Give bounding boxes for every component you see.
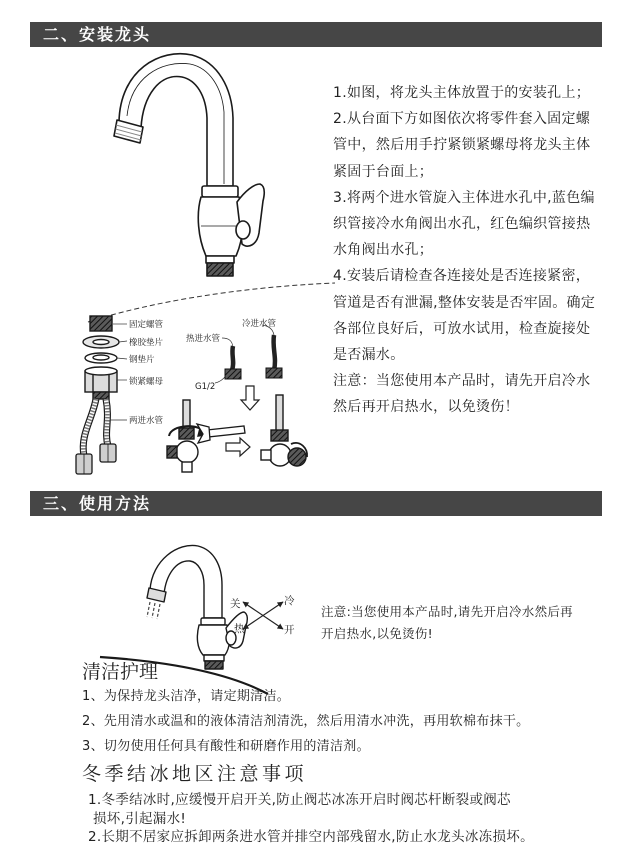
install-step-2-cont: 紧固于台面上； [333, 163, 434, 180]
label-hot: 热 [234, 623, 245, 635]
winter-item-1: 1.冬季结冰时,应缓慢开启开关,防止阀芯冰冻开启时阀芯杆断裂或阀芯 [88, 792, 511, 808]
usage-note-line: 开启热水,以免烫伤! [321, 626, 433, 641]
faucet-spout [119, 54, 233, 186]
countertop-outline [88, 283, 335, 322]
winter-item-1-cont: 损坏,引起漏水! [93, 810, 187, 827]
faucet-base-ring [206, 256, 234, 263]
label-off: 关 [230, 598, 241, 610]
valve-wheel [288, 448, 306, 466]
faucet-spout [150, 545, 222, 618]
faucet-base-ring [204, 655, 224, 661]
faucet-base-thread [205, 661, 223, 669]
angle-valve-before [167, 400, 206, 472]
section-header-usage [30, 491, 602, 516]
installation-diagram [55, 50, 340, 490]
angle-valve-after [261, 395, 307, 466]
install-step-4-cont: 是否漏水。 [333, 347, 405, 364]
install-note: 注意：当您使用本产品时，请先开启冷水 [333, 373, 591, 390]
section-title-usage: 三、使用方法 [43, 494, 152, 513]
cleaning-item: 2、先用清水或温和的液体清洁剂清洗，然后用清水冲洗，再用软棉布抹干。 [82, 714, 530, 729]
thread-connector [93, 392, 109, 399]
rubber-gasket [83, 336, 119, 348]
water-stream [147, 602, 160, 619]
winter-item-2: 2.长期不居家应拆卸两条进水管并排空内部残留水,防止水龙头冰冻损坏。 [88, 829, 534, 845]
faucet-base-thread [207, 263, 233, 276]
install-step-3-cont: 织管接冷水角阀出水孔，红色编织管接热 [333, 216, 591, 233]
install-step-1: 1.如图，将龙头主体放置于的安装孔上； [333, 85, 591, 101]
label-fixing-tube: 固定螺管 [129, 320, 164, 330]
install-step-4-cont: 管道是否有泄漏,整体安装是否牢固。确定 [333, 294, 596, 311]
arrow-down-icon [241, 386, 259, 410]
arrow-right-icon [226, 438, 250, 456]
label-hot-inlet-hose: 热进水管 [186, 334, 221, 344]
winter-heading: 冬季结冰地区注意事项 [82, 763, 308, 785]
install-step-4-cont: 各部位良好后，可放水试用，检查旋接处 [333, 320, 591, 337]
install-step-2: 2.从台面下方如图依次将零件套入固定螺 [333, 111, 591, 128]
label-thread-size: G1/2 [195, 382, 216, 392]
wrench-icon [197, 424, 245, 443]
install-step-2-cont: 管中，然后用手拧紧锁紧螺母将龙头主体 [333, 137, 591, 154]
mounting-parts [83, 316, 119, 399]
handle-direction-arrows [243, 602, 283, 629]
winter-list [88, 791, 534, 847]
cleaning-list [82, 684, 529, 759]
installation-steps [333, 80, 595, 421]
faucet-collar [201, 618, 225, 625]
usage-note-line: 注意:当您使用本产品时,请先开启冷水然后再 [321, 604, 573, 619]
label-cold-inlet-hose: 冷进水管 [242, 319, 277, 329]
label-steel-gasket: 钢垫片 [129, 355, 155, 365]
steel-gasket [85, 353, 117, 363]
inlet-hoses [76, 399, 116, 474]
cold-inlet-hose [266, 335, 282, 378]
lock-nut [85, 367, 117, 392]
cleaning-heading: 清洁护理 [82, 661, 159, 683]
cleaning-item: 3、切勿使用任何具有酸性和研磨作用的清洁剂。 [82, 739, 370, 754]
cleaning-item: 1、为保持龙头洁净，请定期清洁。 [82, 689, 291, 704]
label-lock-nut: 锁紧螺母 [129, 377, 164, 387]
faucet-collar [202, 186, 238, 197]
usage-note [321, 601, 573, 645]
install-step-4: 4.安装后请检查各连接处是否连接紧密， [333, 268, 591, 285]
label-rubber-gasket: 橡胶垫片 [129, 338, 164, 348]
section-header-install [30, 22, 602, 47]
label-inlet-hoses: 两进水管 [129, 416, 164, 426]
handle-cap [236, 221, 250, 239]
install-note-cont: 然后再开启热水，以免烫伤！ [333, 399, 519, 416]
faucet-body [197, 625, 229, 655]
part-labels [129, 318, 277, 426]
faucet-illustration [114, 54, 264, 276]
install-step-3: 3.将两个进水管旋入主体进水孔中,蓝色编 [333, 189, 595, 206]
label-cold: 冷 [284, 595, 295, 607]
section-title-install: 二、安装龙头 [43, 25, 152, 44]
label-on: 开 [284, 624, 295, 636]
install-step-3-cont: 水角阀出水孔； [333, 242, 434, 259]
hot-inlet-hose [225, 346, 241, 379]
fixing-tube [90, 316, 112, 331]
